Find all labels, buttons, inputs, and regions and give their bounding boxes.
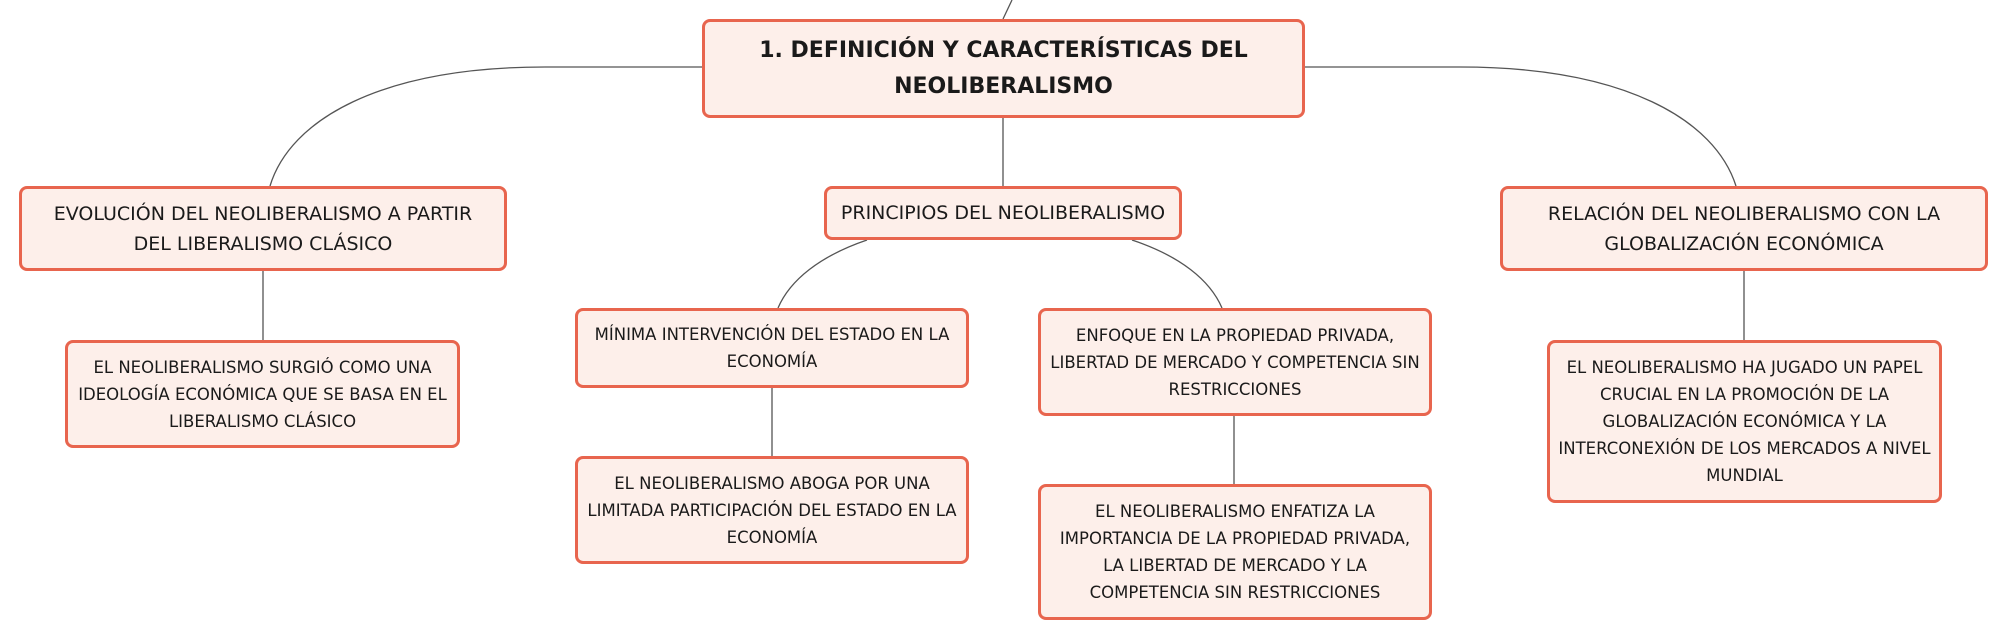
node-papel-crucial[interactable] [1547, 340, 1942, 503]
connector-principios-minima [778, 240, 867, 308]
node-papel-label: EL NEOLIBERALISMO HA JUGADO UN PAPEL CRUCIAL EN LA PROMOCIÓN DE LA GLOBALIZACIÓN ECONÓMICA Y LA INTERCONEXIÓN DE LOS MERCADOS A NIVEL MUNDIAL [1558, 358, 1931, 485]
connector-root-evolucion [270, 67, 702, 186]
node-principios-label: PRINCIPIOS DEL NEOLIBERALISMO [840, 202, 1166, 224]
node-aboga-limitada[interactable] [575, 456, 969, 564]
node-enfoque-propiedad[interactable] [1038, 308, 1432, 416]
node-principios-neoliberalismo[interactable] [824, 186, 1182, 240]
node-relacion-label: RELACIÓN DEL NEOLIBERALISMO CON LA GLOBALIZACIÓN ECONÓMICA [1547, 202, 1941, 255]
connector-principios-enfoque [1132, 240, 1222, 308]
node-enfoque-label: ENFOQUE EN LA PROPIEDAD PRIVADA, LIBERTAD DE MERCADO Y COMPETENCIA SIN RESTRICCIONES [1050, 325, 1420, 399]
connector-parent-root [1003, 0, 1012, 19]
node-surgio-label: EL NEOLIBERALISMO SURGIÓ COMO UNA IDEOLOGÍA ECONÓMICA QUE SE BASA EN EL LIBERALISMO CLÁSICO [78, 357, 447, 431]
node-enfatiza-label: EL NEOLIBERALISMO ENFATIZA LA IMPORTANCIA DE LA PROPIEDAD PRIVADA, LA LIBERTAD DE MERCADO Y LA COMPETENCIA SIN RESTRICCIONES [1059, 502, 1411, 602]
node-minima-intervencion[interactable] [575, 308, 969, 388]
node-minima-label: MÍNIMA INTERVENCIÓN DEL ESTADO EN LA ECONOMÍA [594, 325, 950, 371]
node-evolucion-neoliberalismo[interactable] [19, 186, 507, 271]
root-node-label: 1. DEFINICIÓN Y CARACTERÍSTICAS DEL NEOLIBERALISMO [759, 37, 1248, 99]
connector-root-relacion [1305, 67, 1736, 186]
node-surgio-ideologia[interactable] [65, 340, 460, 448]
node-evolucion-label: EVOLUCIÓN DEL NEOLIBERALISMO A PARTIR DEL LIBERALISMO CLÁSICO [53, 202, 473, 255]
node-relacion-globalizacion[interactable] [1500, 186, 1988, 271]
node-aboga-label: EL NEOLIBERALISMO ABOGA POR UNA LIMITADA PARTICIPACIÓN DEL ESTADO EN LA ECONOMÍA [587, 473, 957, 547]
node-enfatiza-importancia[interactable] [1038, 484, 1432, 620]
root-node[interactable] [702, 19, 1305, 118]
